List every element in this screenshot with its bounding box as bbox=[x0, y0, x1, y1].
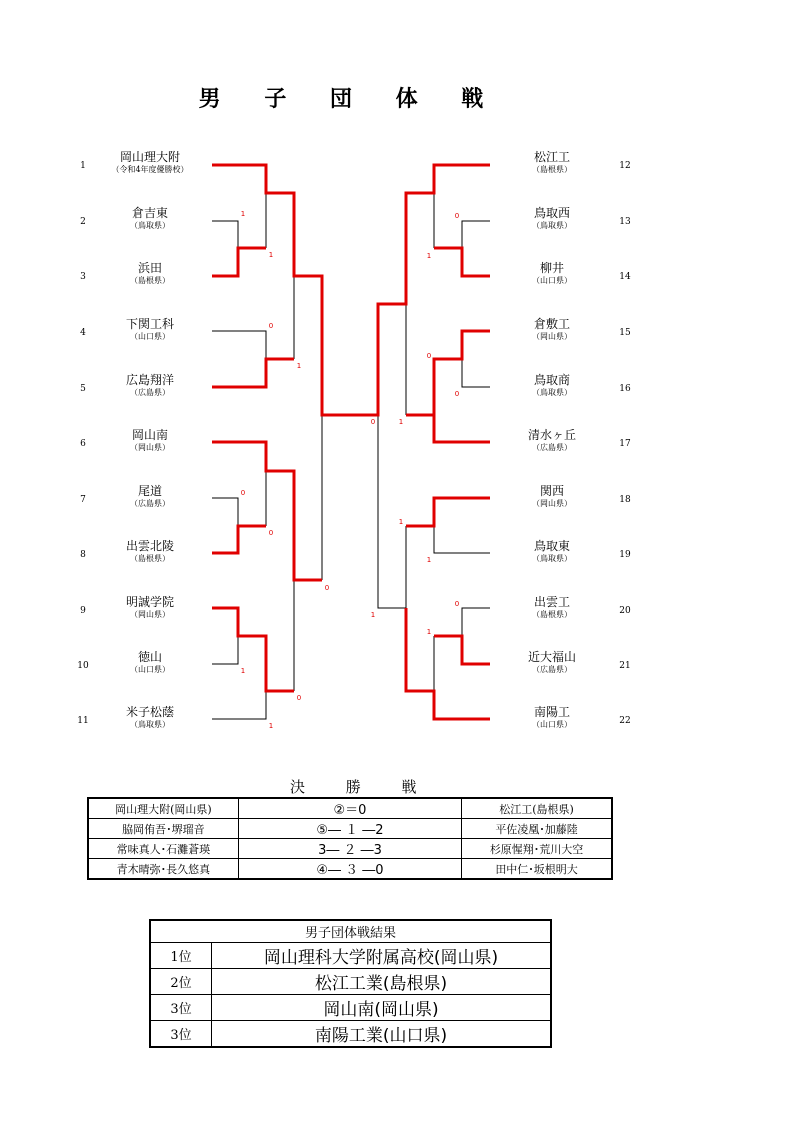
team-name: 鳥取東 bbox=[533, 539, 570, 553]
result-place: 3位 bbox=[150, 1021, 212, 1048]
score-label: 1 bbox=[370, 611, 376, 619]
team-prefecture: （鳥取県） bbox=[130, 220, 170, 230]
bracket-line bbox=[434, 526, 490, 553]
team-name: 広島翔洋 bbox=[125, 373, 174, 387]
team-name: 出雲工 bbox=[533, 595, 570, 609]
final-right-team: 松江工(島根県) bbox=[462, 798, 612, 819]
result-school: 岡山南(岡山県) bbox=[212, 995, 552, 1021]
final-right-pair: 田中仁･坂根明大 bbox=[462, 859, 612, 880]
bracket-line bbox=[462, 608, 490, 636]
winner-line bbox=[212, 248, 266, 276]
score-label: 0 bbox=[454, 212, 460, 220]
result-place: 3位 bbox=[150, 995, 212, 1021]
team-prefecture: （鳥取県） bbox=[532, 387, 572, 397]
final-score: ④― ３ ―0 bbox=[238, 859, 461, 880]
team-name: 明誠学院 bbox=[125, 595, 174, 609]
team-name: 浜田 bbox=[137, 261, 162, 275]
seed-number: 17 bbox=[619, 439, 631, 449]
table-row bbox=[150, 969, 551, 995]
winner-line bbox=[434, 248, 490, 276]
seed-number: 3 bbox=[80, 272, 86, 282]
seed-number: 13 bbox=[619, 217, 631, 227]
score-label: 0 bbox=[370, 418, 376, 426]
score-label: 1 bbox=[426, 628, 432, 636]
score-label: 0 bbox=[324, 584, 330, 592]
score-label: 0 bbox=[268, 529, 274, 537]
team-name: 下関工科 bbox=[125, 317, 174, 331]
team-prefecture: （広島県） bbox=[130, 387, 170, 397]
seed-number: 9 bbox=[80, 606, 86, 616]
result-place: 1位 bbox=[150, 943, 212, 969]
final-left-pair: 脇岡侑吾･堺瑠音 bbox=[88, 819, 238, 839]
seed-number: 21 bbox=[619, 661, 631, 671]
seed-number: 20 bbox=[619, 606, 631, 616]
team-prefecture: （広島県） bbox=[532, 664, 572, 674]
score-label: 1 bbox=[426, 556, 432, 564]
score-label: 1 bbox=[268, 251, 274, 259]
results-table bbox=[149, 919, 552, 1048]
bracket-line bbox=[462, 221, 490, 248]
seed-number: 6 bbox=[80, 439, 86, 449]
team-prefecture: （岡山県） bbox=[130, 442, 170, 452]
team-name: 米子松蔭 bbox=[125, 705, 174, 719]
table-row bbox=[88, 839, 612, 859]
team-prefecture: （山口県） bbox=[532, 275, 572, 285]
table-row bbox=[150, 920, 551, 943]
bracket-line bbox=[462, 359, 490, 387]
table-row bbox=[150, 1021, 551, 1048]
team-prefecture: （山口県） bbox=[130, 331, 170, 341]
winner-line bbox=[212, 165, 350, 415]
result-place: 2位 bbox=[150, 969, 212, 995]
team-name: 倉吉東 bbox=[131, 206, 168, 220]
team-prefecture: （鳥取県） bbox=[532, 553, 572, 563]
table-row bbox=[150, 943, 551, 969]
final-score: ②＝0 bbox=[238, 798, 461, 819]
bracket-lines-winner bbox=[212, 165, 490, 719]
team-name: 徳山 bbox=[137, 650, 162, 664]
result-school: 松江工業(島根県) bbox=[212, 969, 552, 995]
score-label: 1 bbox=[398, 518, 404, 526]
winner-line bbox=[212, 359, 294, 387]
seed-number: 22 bbox=[619, 716, 631, 726]
seed-number: 10 bbox=[77, 661, 89, 671]
score-label: 1 bbox=[268, 722, 274, 730]
winner-line bbox=[434, 636, 490, 664]
seed-number: 2 bbox=[80, 217, 86, 227]
team-prefecture: （岡山県） bbox=[130, 609, 170, 619]
score-label: 0 bbox=[240, 489, 246, 497]
team-prefecture: （島根県） bbox=[130, 275, 170, 285]
seed-number: 4 bbox=[80, 328, 86, 338]
table-row bbox=[150, 995, 551, 1021]
team-name: 南陽工 bbox=[533, 705, 570, 719]
results-heading: 男子団体戦結果 bbox=[150, 920, 551, 943]
score-label: 0 bbox=[296, 694, 302, 702]
final-match-table bbox=[87, 797, 613, 880]
team-name: 近大福山 bbox=[527, 650, 576, 664]
team-name: 尾道 bbox=[137, 484, 162, 498]
score-label: 1 bbox=[426, 252, 432, 260]
seed-number: 12 bbox=[619, 161, 631, 171]
team-prefecture: （島根県） bbox=[532, 609, 572, 619]
team-name: 鳥取西 bbox=[533, 206, 570, 220]
team-prefecture: （岡山県） bbox=[532, 498, 572, 508]
final-left-team: 岡山理大附(岡山県) bbox=[88, 798, 238, 819]
bracket-line bbox=[212, 691, 266, 719]
final-score: 3― ２ ―3 bbox=[238, 839, 461, 859]
team-prefecture: （令和4年度優勝校） bbox=[111, 164, 189, 174]
final-left-pair: 青木晴弥･長久悠真 bbox=[88, 859, 238, 880]
bracket-line bbox=[378, 415, 406, 608]
team-prefecture: （広島県） bbox=[130, 498, 170, 508]
team-prefecture: （鳥取県） bbox=[532, 220, 572, 230]
score-label: 1 bbox=[240, 667, 246, 675]
seed-number: 8 bbox=[80, 550, 86, 560]
winner-line bbox=[212, 526, 266, 553]
team-name: 岡山南 bbox=[131, 428, 168, 442]
team-prefecture: （島根県） bbox=[532, 164, 572, 174]
page-title: 男 子 団 体 戦 bbox=[198, 87, 502, 112]
bracket-line bbox=[212, 331, 266, 359]
bracket-line bbox=[212, 221, 238, 248]
team-prefecture: （山口県） bbox=[130, 664, 170, 674]
team-prefecture: （島根県） bbox=[130, 553, 170, 563]
final-right-pair: 杉原惺翔･荒川大空 bbox=[462, 839, 612, 859]
score-label: 1 bbox=[296, 362, 302, 370]
winner-line bbox=[212, 608, 294, 691]
final-right-pair: 平佐凌凰･加藤陸 bbox=[462, 819, 612, 839]
bracket-line bbox=[212, 498, 238, 526]
result-school: 南陽工業(山口県) bbox=[212, 1021, 552, 1048]
seed-number: 7 bbox=[80, 495, 86, 505]
score-label: 0 bbox=[268, 322, 274, 330]
bracket-lines-black bbox=[212, 193, 490, 719]
table-row bbox=[88, 859, 612, 880]
final-match-heading: 決 勝 戦 bbox=[290, 778, 435, 796]
seed-number: 1 bbox=[80, 161, 86, 171]
team-name: 倉敷工 bbox=[533, 317, 570, 331]
team-name: 関西 bbox=[539, 484, 564, 498]
score-label: 1 bbox=[398, 418, 404, 426]
table-row bbox=[88, 819, 612, 839]
team-prefecture: （山口県） bbox=[532, 719, 572, 729]
score-label: 0 bbox=[426, 352, 432, 360]
team-name: 柳井 bbox=[539, 261, 564, 275]
result-school: 岡山理科大学附属高校(岡山県) bbox=[212, 943, 552, 969]
team-name: 岡山理大附 bbox=[119, 150, 180, 164]
seed-number: 18 bbox=[619, 495, 631, 505]
seed-number: 5 bbox=[80, 384, 86, 394]
seed-number: 11 bbox=[77, 716, 89, 726]
final-score: ⑤― １ ―2 bbox=[238, 819, 461, 839]
team-prefecture: （岡山県） bbox=[532, 331, 572, 341]
bracket-line bbox=[212, 636, 238, 664]
seed-number: 16 bbox=[619, 384, 631, 394]
winner-line bbox=[406, 498, 490, 526]
seed-number: 14 bbox=[619, 272, 631, 282]
team-prefecture: （鳥取県） bbox=[130, 719, 170, 729]
score-label: 0 bbox=[454, 390, 460, 398]
score-label: 1 bbox=[240, 210, 246, 218]
team-name: 清水ヶ丘 bbox=[527, 428, 576, 442]
seed-number: 15 bbox=[619, 328, 631, 338]
table-row bbox=[88, 798, 612, 819]
final-left-pair: 常味真人･石灘蒼瑛 bbox=[88, 839, 238, 859]
winner-line bbox=[350, 165, 490, 415]
winner-line bbox=[212, 442, 322, 580]
team-prefecture: （広島県） bbox=[532, 442, 572, 452]
team-name: 鳥取商 bbox=[533, 373, 570, 387]
team-name: 出雲北陵 bbox=[125, 539, 174, 553]
seed-number: 19 bbox=[619, 550, 631, 560]
team-name: 松江工 bbox=[533, 150, 570, 164]
score-label: 0 bbox=[454, 600, 460, 608]
